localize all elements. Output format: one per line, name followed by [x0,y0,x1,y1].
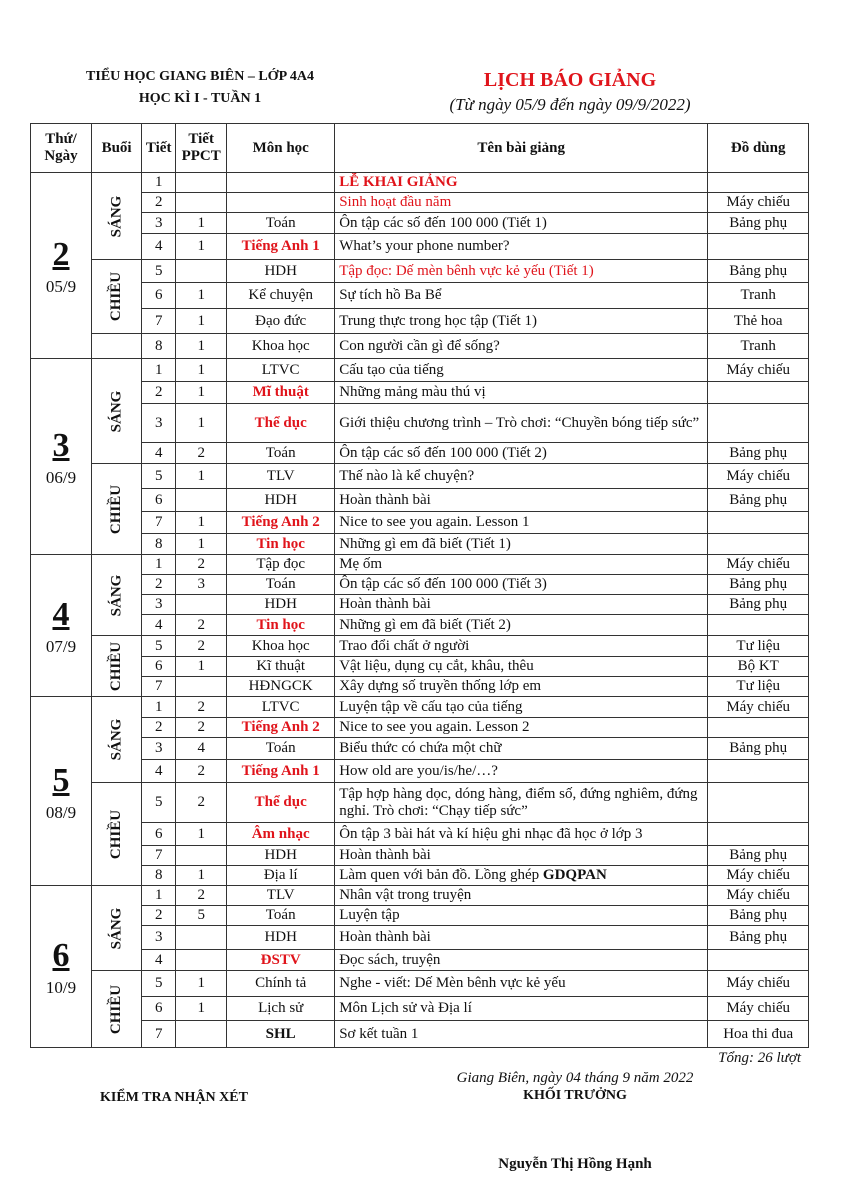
period-cell: 4 [142,443,176,464]
period-cell: 2 [142,718,176,738]
weekday-number: 2 [52,236,70,273]
ppct-cell [176,595,227,615]
period-cell: 3 [142,213,176,234]
period-cell: 7 [142,677,176,697]
school-header [30,66,370,110]
review-label: KIỂM TRA NHẬN XÉT [100,1090,248,1105]
subject-cell: Toán [227,906,335,926]
lesson-text: Làm quen với bản đồ. Lồng ghép [339,867,543,883]
period-cell: 2 [142,382,176,404]
ppct-cell [176,193,227,213]
tools-cell [708,718,809,738]
period-cell: 5 [142,783,176,823]
period-cell: 5 [142,260,176,283]
period-cell: 1 [142,359,176,382]
table-row [31,846,809,866]
subject-cell: LTVC [227,359,335,382]
ppct-cell [176,846,227,866]
table-row [31,334,809,359]
tools-cell [708,382,809,404]
subject-cell: Tin học [227,615,335,636]
weekday-number: 5 [52,761,70,799]
session-label: SÁNG [108,195,125,237]
ppct-cell: 1 [176,971,227,997]
table-row [31,636,809,657]
ppct-cell: 2 [176,783,227,823]
subject-cell [227,193,335,213]
subject-cell: Toán [227,443,335,464]
ppct-cell: 2 [176,760,227,783]
table-row [31,615,809,636]
ppct-cell: 1 [176,657,227,677]
table-row [31,404,809,443]
tools-cell: Thẻ hoa [708,309,809,334]
ppct-cell [176,489,227,512]
period-cell: 4 [142,615,176,636]
tools-cell: Bảng phụ [708,926,809,950]
table-row [31,718,809,738]
table-row [31,677,809,697]
period-cell: 4 [142,760,176,783]
tools-cell: Bảng phụ [708,906,809,926]
tools-cell: Máy chiếu [708,193,809,213]
lesson-cell: Sự tích hồ Ba Bể [335,283,708,309]
lesson-cell: Sơ kết tuần 1 [335,1021,708,1048]
lesson-cell: Tập hợp hàng dọc, dóng hàng, điểm số, đứng nghiêm, đứng nghỉ. Trò chơi: “Chạy tiếp sức” [335,783,708,823]
tools-cell: Máy chiếu [708,971,809,997]
day-date: 06/9 [45,468,77,487]
document-title: LỊCH BÁO GIẢNG [483,69,657,91]
lesson-cell: What’s your phone number? [335,234,708,260]
lesson-cell: Luyện tập [335,906,708,926]
period-cell: 6 [142,657,176,677]
lesson-cell: Hoàn thành bài [335,489,708,512]
table-row [31,309,809,334]
session-afternoon [92,464,142,555]
period-cell: 1 [142,173,176,193]
lesson-cell: Hoàn thành bài [335,846,708,866]
table-row [31,173,809,193]
col-header-day: Thứ/ Ngày [31,124,92,173]
subject-cell: Thể dục [227,404,335,443]
table-row [31,595,809,615]
ppct-cell: 2 [176,697,227,718]
ppct-cell [176,173,227,193]
tools-cell [708,173,809,193]
tools-cell [708,404,809,443]
session-label: CHIỀU [108,984,125,1034]
session-empty [92,334,142,359]
col-header-lesson: Tên bài giảng [335,124,708,173]
subject-cell [227,173,335,193]
table-row [31,926,809,950]
period-cell: 6 [142,997,176,1021]
ppct-cell [176,1021,227,1048]
lesson-cell: LỄ KHAI GIẢNG [335,173,708,193]
lesson-cell: Mẹ ốm [335,555,708,575]
subject-cell: TLV [227,886,335,906]
subject-cell: Tiếng Anh 1 [227,234,335,260]
ppct-cell: 2 [176,443,227,464]
tools-cell: Máy chiếu [708,886,809,906]
ppct-cell: 1 [176,997,227,1021]
ppct-cell: 2 [176,555,227,575]
period-cell: 3 [142,926,176,950]
ppct-cell: 5 [176,906,227,926]
subject-cell: Mĩ thuật [227,382,335,404]
ppct-cell: 2 [176,615,227,636]
subject-cell: HDH [227,846,335,866]
lesson-emphasis: GDQPAN [542,867,607,883]
period-cell: 5 [142,971,176,997]
subject-cell: HDH [227,926,335,950]
tools-cell: Máy chiếu [708,464,809,489]
subject-cell: Tiếng Anh 2 [227,718,335,738]
ppct-cell [176,677,227,697]
col-header-session: Buổi [92,124,142,173]
table-row [31,555,809,575]
ppct-cell: 2 [176,636,227,657]
subject-cell: Kĩ thuật [227,657,335,677]
lesson-cell: Biểu thức có chứa một chữ [335,738,708,760]
day-cell [31,697,92,886]
schedule-table [30,123,809,1048]
lesson-cell: Những gì em đã biết (Tiết 1) [335,534,708,555]
lesson-cell: Cấu tạo của tiếng [335,359,708,382]
tools-cell: Hoa thi đua [708,1021,809,1048]
ppct-cell: 1 [176,823,227,846]
period-cell: 6 [142,823,176,846]
table-row [31,359,809,382]
tools-cell: Bảng phụ [708,595,809,615]
place-date: Giang Biên, ngày 04 tháng 9 năm 2022 [456,1070,694,1086]
tools-cell: Bảng phụ [708,213,809,234]
session-afternoon [92,636,142,697]
lesson-cell: Ôn tập các số đến 100 000 (Tiết 1) [335,213,708,234]
tools-cell: Bảng phụ [708,443,809,464]
ppct-cell: 1 [176,534,227,555]
subject-cell: TLV [227,464,335,489]
ppct-cell: 4 [176,738,227,760]
subject-cell: Âm nhạc [227,823,335,846]
lesson-cell: Nhân vật trong truyện [335,886,708,906]
lesson-cell: Môn Lịch sử và Địa lí [335,997,708,1021]
tools-cell: Máy chiếu [708,555,809,575]
tools-cell: Máy chiếu [708,866,809,886]
period-cell: 1 [142,886,176,906]
ppct-cell: 1 [176,234,227,260]
day-date: 07/9 [45,637,77,656]
period-cell: 5 [142,636,176,657]
period-cell: 8 [142,334,176,359]
subject-cell: HDH [227,595,335,615]
period-cell: 2 [142,906,176,926]
tools-cell [708,783,809,823]
subject-cell: LTVC [227,697,335,718]
weekday-number: 4 [52,596,70,633]
table-row [31,234,809,260]
lesson-cell: Đọc sách, truyện [335,950,708,971]
day-date: 10/9 [45,978,77,997]
ppct-cell: 1 [176,359,227,382]
subject-cell: HDH [227,260,335,283]
table-row [31,906,809,926]
title-block [420,66,720,116]
period-cell: 2 [142,193,176,213]
day-cell [31,886,92,1048]
tools-cell: Bộ KT [708,657,809,677]
subject-cell: Khoa học [227,636,335,657]
period-cell: 3 [142,738,176,760]
session-label: SÁNG [108,574,125,616]
period-cell: 7 [142,512,176,534]
session-label: SÁNG [108,718,125,761]
session-afternoon [92,783,142,886]
table-row [31,657,809,677]
table-row [31,1021,809,1048]
ppct-cell [176,926,227,950]
tools-cell: Máy chiếu [708,697,809,718]
lesson-cell: Luyện tập về cấu tạo của tiếng [335,697,708,718]
period-cell: 2 [142,575,176,595]
session-morning [92,555,142,636]
ppct-cell: 3 [176,575,227,595]
tools-cell [708,823,809,846]
session-morning [92,359,142,464]
lesson-cell: Ôn tập 3 bài hát và kí hiệu ghi nhạc đã học ở lớp 3 [335,823,708,846]
subject-cell: Địa lí [227,866,335,886]
document-subtitle: (Từ ngày 05/9 đến ngày 09/9/2022) [449,95,691,114]
tools-cell [708,615,809,636]
subject-cell: Tin học [227,534,335,555]
period-cell: 4 [142,234,176,260]
subject-cell: Thể dục [227,783,335,823]
lesson-cell: Giới thiệu chương trình – Trò chơi: “Chuyền bóng tiếp sức” [335,404,708,443]
table-row [31,738,809,760]
weekday-number: 6 [52,937,70,974]
period-cell: 8 [142,866,176,886]
tools-cell: Tranh [708,283,809,309]
session-label: CHIỀU [108,809,125,859]
subject-cell: HDH [227,489,335,512]
period-cell: 6 [142,489,176,512]
lesson-cell: Trao đổi chất ở người [335,636,708,657]
period-cell: 7 [142,846,176,866]
session-label: SÁNG [108,907,125,949]
tools-cell: Tranh [708,334,809,359]
ppct-cell: 1 [176,464,227,489]
period-cell: 1 [142,697,176,718]
period-cell: 5 [142,464,176,489]
session-label: CHIỀU [108,484,125,534]
table-row [31,697,809,718]
lesson-cell: Những mảng màu thú vị [335,382,708,404]
subject-cell: Đạo đức [227,309,335,334]
table-row [31,464,809,489]
ppct-cell: 1 [176,309,227,334]
ppct-cell: 1 [176,404,227,443]
tools-cell: Tư liệu [708,677,809,697]
lesson-cell: Sinh hoạt đầu năm [335,193,708,213]
lesson-cell: Thế nào là kể chuyện? [335,464,708,489]
lesson-cell: Hoàn thành bài [335,595,708,615]
table-header-row [31,124,809,173]
table-row [31,997,809,1021]
subject-cell: Kể chuyện [227,283,335,309]
table-row [31,783,809,823]
session-afternoon [92,260,142,334]
signer-name: Nguyễn Thị Hồng Hạnh [498,1156,652,1172]
subject-cell: Toán [227,575,335,595]
subject-cell: Tiếng Anh 1 [227,760,335,783]
subject-cell: Khoa học [227,334,335,359]
weekday-number: 3 [52,427,70,464]
subject-cell: Chính tả [227,971,335,997]
lesson-cell: Hoàn thành bài [335,926,708,950]
period-cell: 4 [142,950,176,971]
tools-cell: Bảng phụ [708,738,809,760]
tools-cell [708,534,809,555]
lesson-cell: How old are you/is/he/…? [335,760,708,783]
lesson-cell: Nice to see you again. Lesson 1 [335,512,708,534]
lesson-cell: Vật liệu, dụng cụ cắt, khâu, thêu [335,657,708,677]
table-row [31,866,809,886]
tools-cell: Máy chiếu [708,997,809,1021]
lesson-cell: Con người cần gì để sống? [335,334,708,359]
tools-cell: Bảng phụ [708,575,809,595]
table-row [31,971,809,997]
session-label: CHIỀU [108,271,125,322]
lesson-cell: Tập đọc: Dế mèn bênh vực kẻ yếu (Tiết 1) [335,260,708,283]
col-header-period: Tiết [142,124,176,173]
period-cell: 7 [142,1021,176,1048]
tools-cell: Máy chiếu [708,359,809,382]
table-row [31,213,809,234]
day-cell [31,173,92,359]
ppct-cell: 2 [176,718,227,738]
table-row [31,512,809,534]
lesson-cell [335,866,708,886]
subject-cell: Lịch sử [227,997,335,1021]
lesson-cell: Xây dựng số truyền thống lớp em [335,677,708,697]
table-row [31,534,809,555]
col-header-subject: Môn học [227,124,335,173]
table-body [31,173,809,1048]
table-row [31,823,809,846]
tools-cell: Bảng phụ [708,489,809,512]
subject-cell: Tập đọc [227,555,335,575]
tools-cell: Tư liệu [708,636,809,657]
tools-cell [708,760,809,783]
ppct-cell: 1 [176,866,227,886]
table-row [31,382,809,404]
tools-cell: Bảng phụ [708,260,809,283]
period-cell: 6 [142,283,176,309]
lesson-cell: Nice to see you again. Lesson 2 [335,718,708,738]
session-morning [92,173,142,260]
ppct-cell: 1 [176,512,227,534]
table-row [31,443,809,464]
subject-cell: Toán [227,738,335,760]
ppct-cell [176,260,227,283]
lesson-cell: Ôn tập các số đến 100 000 (Tiết 2) [335,443,708,464]
session-morning [92,886,142,971]
subject-cell: Toán [227,213,335,234]
term-label: HỌC KÌ I - TUẦN 1 [138,91,262,106]
ppct-cell: 1 [176,283,227,309]
period-cell: 3 [142,595,176,615]
col-header-ppct: Tiết PPCT [176,124,227,173]
table-row [31,260,809,283]
table-row [31,886,809,906]
ppct-cell [176,950,227,971]
tools-cell [708,234,809,260]
day-cell [31,555,92,697]
group-leader-label: KHỐI TRƯỞNG [523,1088,627,1103]
lesson-cell: Ôn tập các số đến 100 000 (Tiết 3) [335,575,708,595]
session-label: SÁNG [108,390,125,432]
subject-cell: SHL [227,1021,335,1048]
period-cell: 7 [142,309,176,334]
total-count: Tổng: 26 lượt [718,1050,801,1066]
subject-cell: HĐNGCK [227,677,335,697]
subject-cell: ĐSTV [227,950,335,971]
period-cell: 3 [142,404,176,443]
ppct-cell: 1 [176,213,227,234]
table-row [31,760,809,783]
tools-cell [708,512,809,534]
table-row [31,283,809,309]
session-morning [92,697,142,783]
lesson-cell: Trung thực trong học tập (Tiết 1) [335,309,708,334]
school-name: TIỂU HỌC GIANG BIÊN – LỚP 4A4 [86,69,314,84]
table-row [31,950,809,971]
day-date: 05/9 [45,277,77,296]
table-row [31,489,809,512]
period-cell: 1 [142,555,176,575]
day-date: 08/9 [45,802,77,822]
lesson-cell: Những gì em đã biết (Tiết 2) [335,615,708,636]
table-row [31,193,809,213]
ppct-cell: 2 [176,886,227,906]
col-header-tools: Đồ dùng [708,124,809,173]
tools-cell: Bảng phụ [708,846,809,866]
lesson-cell: Nghe - viết: Dế Mèn bênh vực kẻ yếu [335,971,708,997]
tools-cell [708,950,809,971]
day-cell [31,359,92,555]
ppct-cell: 1 [176,382,227,404]
subject-cell: Tiếng Anh 2 [227,512,335,534]
session-label: CHIỀU [108,641,125,691]
period-cell: 8 [142,534,176,555]
table-row [31,575,809,595]
ppct-cell: 1 [176,334,227,359]
session-afternoon [92,971,142,1048]
